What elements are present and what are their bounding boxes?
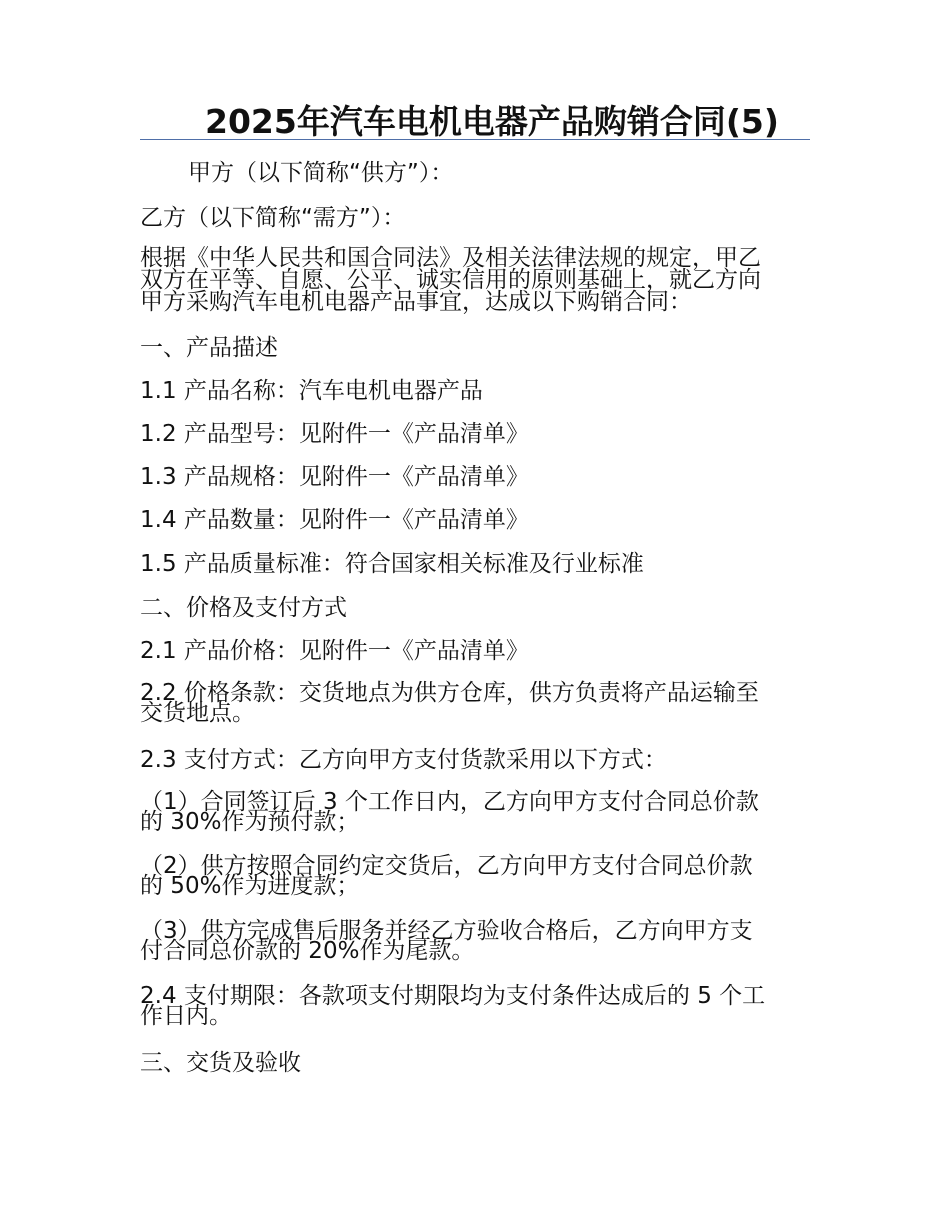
item-2-3: 2.3 支付方式：乙方向甲方支付货款采用以下方式：: [140, 747, 667, 773]
section-1-heading: 一、产品描述: [140, 335, 278, 361]
preamble-line-2: 双方在平等、自愿、公平、诚实信用的原则基础上，就乙方向: [140, 267, 761, 293]
party-a-line: 甲方（以下简称“供方”）：: [188, 160, 454, 186]
payment-1-line-1: （1）合同签订后 3 个工作日内，乙方向甲方支付合同总价款: [140, 789, 759, 815]
payment-2-line-1: （2）供方按照合同约定交货后，乙方向甲方支付合同总价款: [140, 853, 753, 879]
document-title: 2025年汽车电机电器产品购销合同(5): [205, 102, 779, 141]
item-2-1: 2.1 产品价格：见附件一《产品清单》: [140, 638, 529, 664]
item-2-2-line-1: 2.2 价格条款：交货地点为供方仓库，供方负责将产品运输至: [140, 680, 759, 706]
section-2-heading: 二、价格及支付方式: [140, 595, 347, 621]
item-2-4-line-1: 2.4 支付期限：各款项支付期限均为支付条件达成后的 5 个工: [140, 983, 766, 1009]
payment-2-line-2: 的 50%作为进度款；: [140, 873, 360, 899]
party-b-line: 乙方（以下简称“需方”）：: [140, 205, 406, 231]
item-1-5: 1.5 产品质量标准：符合国家相关标准及行业标准: [140, 551, 644, 577]
item-1-2: 1.2 产品型号：见附件一《产品清单》: [140, 421, 529, 447]
payment-3-line-1: （3）供方完成售后服务并经乙方验收合格后，乙方向甲方支: [140, 918, 753, 944]
item-1-4: 1.4 产品数量：见附件一《产品清单》: [140, 507, 529, 533]
preamble-line-1: 根据《中华人民共和国合同法》及相关法律法规的规定，甲乙: [140, 245, 761, 271]
section-3-heading: 三、交货及验收: [140, 1050, 301, 1076]
item-2-4-line-2: 作日内。: [140, 1003, 232, 1029]
item-1-3: 1.3 产品规格：见附件一《产品清单》: [140, 464, 529, 490]
payment-1-line-2: 的 30%作为预付款；: [140, 809, 360, 835]
item-1-1: 1.1 产品名称：汽车电机电器产品: [140, 378, 483, 404]
payment-3-line-2: 付合同总价款的 20%作为尾款。: [140, 938, 475, 964]
preamble-line-3: 甲方采购汽车电机电器产品事宜，达成以下购销合同：: [140, 289, 692, 315]
item-2-2-line-2: 交货地点。: [140, 700, 255, 726]
title-underline: [140, 139, 810, 140]
